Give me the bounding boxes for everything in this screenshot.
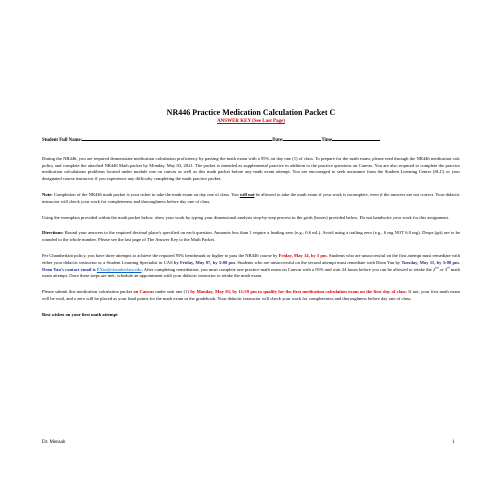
document-title: NR446 Practice Medication Calculation Packet C [166, 108, 336, 117]
superscript-nd: nd [435, 265, 439, 270]
note-paragraph [42, 192, 460, 206]
answer-key-link[interactable]: ANSWER KEY (See Last Page) [217, 119, 285, 124]
contact-label: Dean Yau's contact email is [42, 266, 96, 272]
footer-page-number: 1 [452, 440, 455, 445]
note-text-a: Completion of the NR446 math packet is your ticket to take the math exam on day one of class. You [52, 191, 240, 197]
deadline-final: Friday, May 14, by 5 pm [278, 252, 327, 258]
student-info-line [42, 136, 460, 145]
closing-line: Best wishes on your first math attempt [42, 311, 118, 317]
submission-location: on Canvas [133, 289, 155, 295]
intro-paragraph: During the NR446, you are required demonstrate medication calculation proficiency by passing the math exam with a 95% on day one (1) of class. To prepare for the math exam, please read through the NR446 medication calc policy and complete the attached NR446 Math packet by Monday, May 03, 2021. The packet is intended as supplemental practice in addition to the practice questions on Canvas. You are also required to complete the practice medication calculations problems located under module one on canvas as well as this math packet before any math exam attempt. You are encouraged to seek assistance from the Student Learning Center (SLC) or your designated course instructor if you experience any difficulty completing the math practice packet. [42, 155, 460, 182]
will-not-emphasis: will not [239, 191, 255, 197]
directions-label: Directions: [42, 230, 64, 236]
submission-text-2: under unit one (1) [154, 289, 191, 295]
policy-text-1: Per Chamberlain policy, you have three attempts to achieve the required 95% benchmark or higher to pass the NR446 course by [42, 252, 279, 258]
submission-text-1: Please submit this medication calculation packet [42, 289, 134, 295]
exemplar-paragraph: Using the exemplars provided within the math packet below, show your work by typing your dimensional analysis step-by-step process in the grids (boxes) provided below. Do not handwrite your work for this assignment. [42, 214, 450, 220]
policy-text-8: math exam attempt. Once these steps are met, schedule an appointment with your didactic instructor to retake the math exam. [42, 266, 460, 279]
directions-paragraph [42, 230, 460, 244]
deadline-second-remediation: Tuesday, May 11, by 5:00 pm [401, 259, 459, 265]
note-label: Note: [42, 191, 53, 197]
contact-email-link[interactable]: EYau@chamberlain.edu [96, 266, 142, 272]
deadline-first-remediation: by Friday, May 07, by 5:00 pm [173, 259, 235, 265]
date-blank[interactable] [283, 136, 321, 141]
directions-text: Round your answers to the required decimal place/s specified on each question. Amounts less than 1 require a leading zero (e.g., 0.6 mL). Avoid using a trailing zero (e.g., 6 mg NOT 6.0 mg). Drops (gtt) are to be rounded to the whole number. Please see the last page of The Answer Key to the Math Packet. [42, 230, 460, 243]
policy-text-3: . Students who are unsuccessful on the second attempt must remediate with Dean Yau by [234, 259, 402, 265]
submission-deadline: by Monday, May 03, by 11:59 pm to qualify for the first medication calculation exam on the first day of class. [190, 289, 407, 295]
student-name-label: Student Full Name: [42, 138, 83, 143]
policy-text-2: . Students who are unsuccessful on the first attempt must remediate with either your didactic instructor or a Student Learning Specialist in CAS [42, 252, 460, 265]
submission-text-3: If not, your first math exam will be void, and a zero will be placed as your final points for the math exam in the gradebook. Your didactic instructor will check your work for completeness and thoroughness before day one of class. [42, 289, 460, 301]
time-label: Time [321, 138, 333, 143]
policy-text-6: . After completing remediation, you must complete one practice math exam on Canvas with a 95% and wait 24 hours before you can be allowed to retake the 2 [141, 266, 436, 272]
footer-author: Dr. Mensah [42, 440, 66, 445]
submission-paragraph [42, 289, 460, 303]
note-text-b: be allowed to take the math exam if your work is incomplete, even if the answers are not correct. Your didactic instructor will check your work for completeness and thoroughness before day one of class. [42, 191, 460, 204]
page-content [42, 108, 460, 328]
time-blank[interactable] [332, 136, 380, 141]
policy-paragraph [42, 253, 460, 280]
student-name-blank[interactable] [82, 136, 272, 141]
policy-text-7: or 3 [438, 266, 447, 272]
superscript-rd: rd [446, 265, 450, 270]
policy-text-4: . [458, 259, 460, 265]
date-label: Date: [272, 138, 284, 143]
